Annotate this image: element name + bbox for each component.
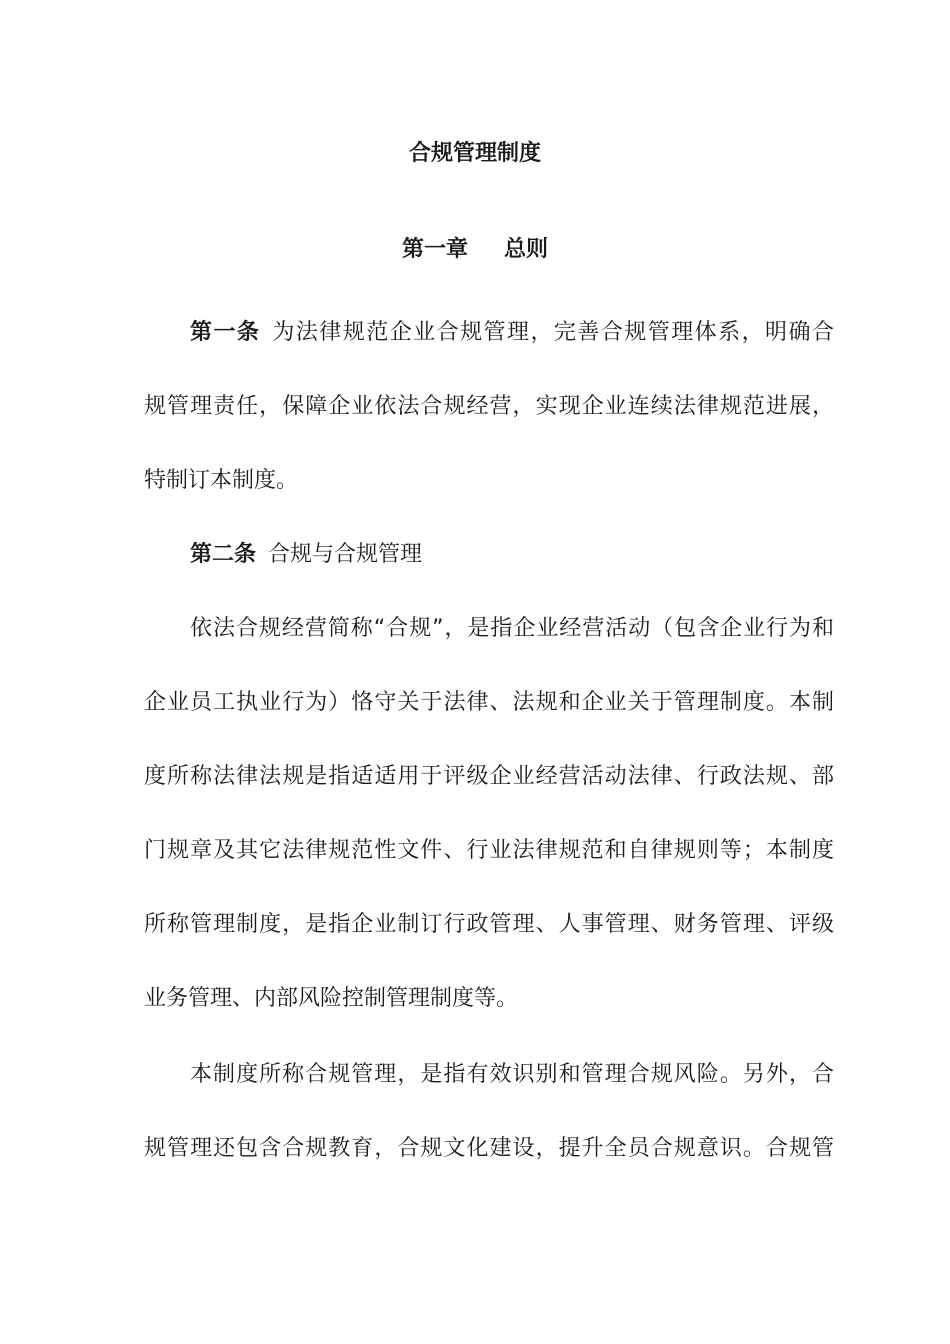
line-text: 业务管理、内部风险控制管理制度等。 [144,986,519,1011]
chapter-name: 总则 [504,237,549,262]
paragraph-line [144,1134,834,1164]
paragraph-line [144,1060,834,1090]
paragraph-line [144,318,834,348]
line-text: 依法合规经营简称“合规”，是指企业经营活动（包含企业行为和 [190,616,834,641]
line-text: 本制度所称合规管理，是指有效识别和管理合规风险。另外，合 [190,1062,834,1087]
paragraph-line [144,614,834,644]
line-text: 规管理责任，保障企业依法合规经营，实现企业连续法律规范进展， [144,394,834,419]
line-text: 规管理还包含合规教育，合规文化建设，提升全员合规意识。合规管 [144,1136,834,1161]
paragraph-line [144,540,834,570]
line-text: 所称管理制度，是指企业制订行政管理、人事管理、财务管理、评级 [144,912,834,937]
paragraph-line [144,836,834,866]
line-text: 企业员工执业行为）恪守关于法律、法规和企业关于管理制度。本制 [144,690,834,715]
line-text: 门规章及其它法律规范性文件、行业法律规范和自律规则等；本制度 [144,838,834,863]
article-number: 第二条 [190,542,257,567]
article-text: 为法律规范企业合规管理，完善合规管理体系，明确合 [272,320,834,345]
line-text: 度所称法律法规是指适适用于评级企业经营活动法律、行政法规、部 [144,764,834,789]
line-text: 特制订本制度。 [144,468,299,493]
paragraph-line [144,688,834,718]
paragraph-line [144,984,834,1014]
paragraph-line [144,762,834,792]
document-title: 合规管理制度 [408,141,541,166]
paragraph-line [144,910,834,940]
article-text: 合规与合规管理 [268,542,423,567]
paragraph-line [144,466,834,496]
article-number: 第一条 [190,320,261,345]
paragraph-line [144,392,834,422]
chapter-heading [0,232,950,263]
chapter-number: 第一章 [401,237,468,262]
